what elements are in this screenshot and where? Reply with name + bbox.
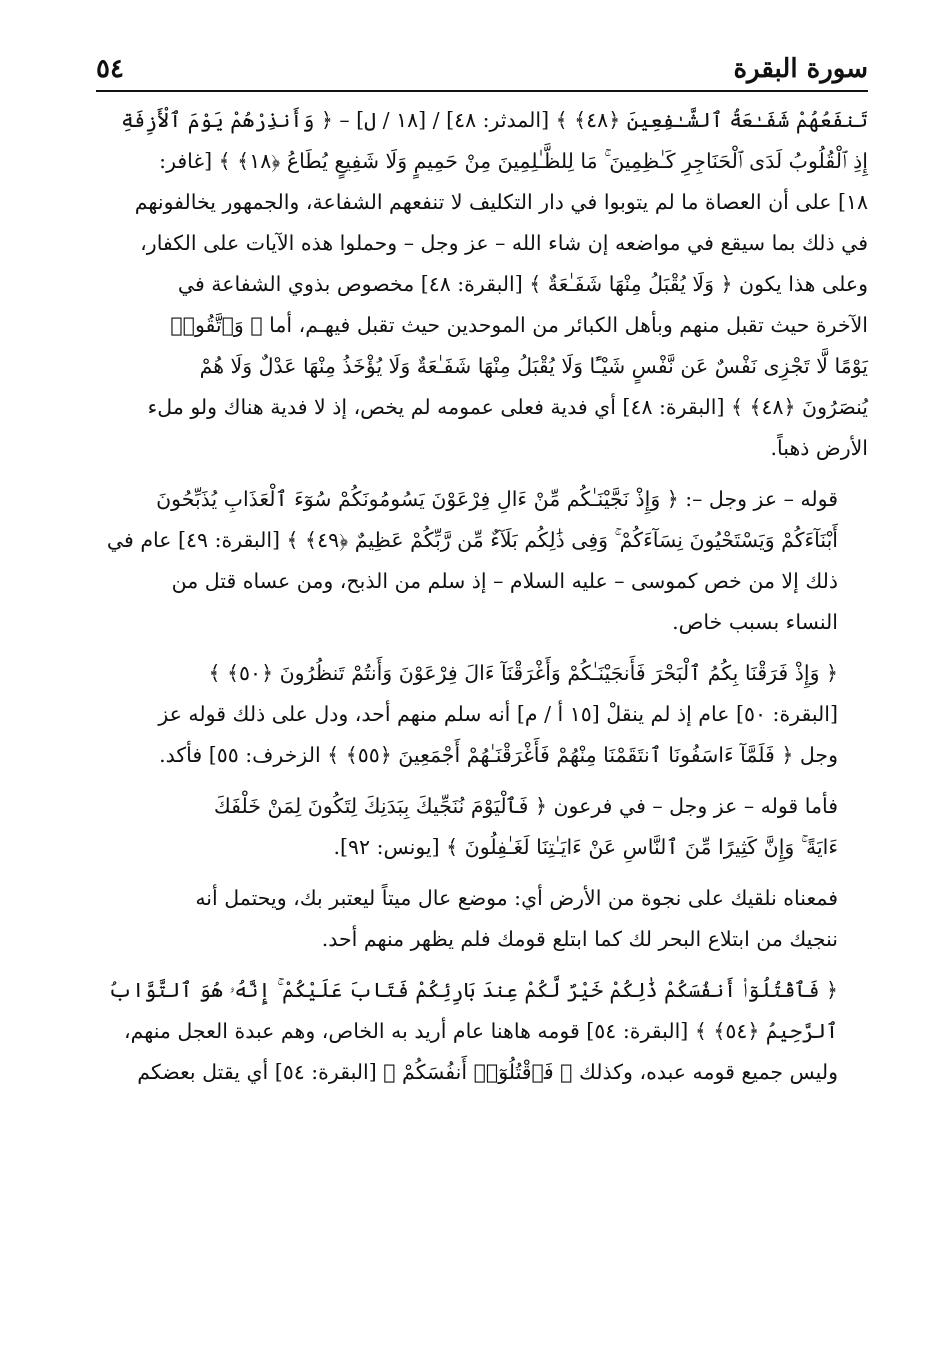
text-line: ١٨] على أن العصاة ما لم يتوبوا في دار التكليف لا تنفعهم الشفاعة، والجمهور يخالفونهم [134,190,868,214]
text-line: النساء بسبب خاص. [672,610,838,634]
text-line: ﴿ فَٱقْتُلُوٓا۟ أَنفُسَكُمْ ذَٰلِكُمْ خَيْرٌ لَّكُمْ عِندَ بَارِئِكُمْ فَتَابَ عَلَيْكُمْ ۚ إِنَّهُۥ هُوَ ٱلتَّوَّابُ [108,978,838,1002]
page-header [96,36,868,92]
page-body [96,100,868,1093]
text-line: إِذِ ٱلْقُلُوبُ لَدَى ٱلْحَنَاجِرِ كَـٰظِمِينَ ۚ مَا لِلظَّـٰلِمِينَ مِنْ حَمِيمٍ وَلَا شَفِيعٍ يُطَاعُ ﴿١٨﴾ ﴾ [غافر: [159,149,868,173]
text-line: تَنفَعُهُمْ شَفَـٰعَةُ ٱلشَّـٰفِعِينَ ﴿٤٨﴾ ﴾ [المدثر: ٤٨] / [١٨ / ل] – ﴿ وَأَنذِرْهُمْ يَوْمَ ٱلْأَزِفَةِ [121,108,868,132]
text-line: في ذلك بما سيقع في مواضعه إن شاء الله – عز وجل – وحملوا هذه الآيات على الكفار، [140,231,868,255]
text-line: وعلى هذا يكون ﴿ وَلَا يُقْبَلُ مِنْهَا شَفَـٰعَةٌ ﴾ [البقرة: ٤٨] مخصوص بذوي الشفاعة في [177,272,868,296]
text-line: ننجيك من ابتلاع البحر لك كما ابتلع قومك فلم يظهر منهم أحد. [321,927,838,951]
text-line: الأرض ذهباً. [770,436,868,460]
text-line: فمعناه نلقيك على نجوة من الأرض أي: موضع عال ميتاً ليعتبر بك، ويحتمل أنه [195,886,838,910]
text-line: ذلك إلا من خص كموسى – عليه السلام – إذ سلم من الذبح، ومن عساه قتل من [171,569,838,593]
paragraph-6 [96,970,868,1093]
text-line: أَبْنَآءَكُمْ وَيَسْتَحْيُونَ نِسَآءَكُمْ ۚ وَفِى ذَٰلِكُم بَلَآءٌ مِّن رَّبِّكُمْ عَظِيمٌ ﴿٤٩﴾ ﴾ [البقرة: ٤٩] عام في [106,528,838,552]
paragraph-5 [96,878,868,960]
text-line: فأما قوله – عز وجل – في فرعون ﴿ فَٱلْيَوْمَ نُنَجِّيكَ بِبَدَنِكَ لِتَكُونَ لِمَنْ خَلْفَكَ [213,794,838,818]
text-line: الآخرة حيث تقبل منهم وبأهل الكبائر من الموحدين حيث تقبل فيهـم، أما ﴿ وَٱتَّقُوا۟ [170,313,868,337]
text-line: يُنصَرُونَ ﴿٤٨﴾ ﴾ [البقرة: ٤٨] أي فدية فعلى عمومه لم يخص، إذ لا فدية هناك ولو ملء [147,395,868,419]
text-line: وليس جميع قومه عبده، وكذلك ﴿ فَٱقْتُلُوٓا۟ أَنفُسَكُمْ ﴾ [البقرة: ٥٤] أي يقتل بعضكم [137,1060,838,1084]
text-line: قوله – عز وجل –: ﴿ وَإِذْ نَجَّيْنَـٰكُم مِّنْ ءَالِ فِرْعَوْنَ يَسُومُونَكُمْ سُوٓءَ ٱلْعَذَابِ يُذَبِّحُونَ [156,487,838,511]
text-line: ءَايَةً ۚ وَإِنَّ كَثِيرًا مِّنَ ٱلنَّاسِ عَنْ ءَايَـٰتِنَا لَغَـٰفِلُونَ ﴾ [يونس: ٩٢]. [333,835,838,859]
paragraph-3 [96,653,868,776]
paragraph-4 [96,786,868,868]
surah-title: سورة البقرة [733,54,868,84]
paragraph-1 [96,100,868,469]
text-line: يَوْمًا لَّا تَجْزِى نَفْسٌ عَن نَّفْسٍ شَيْـًٔا وَلَا يُقْبَلُ مِنْهَا شَفَـٰعَةٌ وَلَا يُؤْخَذُ مِنْهَا عَدْلٌ وَلَا هُمْ [199,354,868,378]
text-line: ﴿ وَإِذْ فَرَقْنَا بِكُمُ ٱلْبَحْرَ فَأَنجَيْنَـٰكُمْ وَأَغْرَقْنَآ ءَالَ فِرْعَوْنَ وَأَنتُمْ تَنظُرُونَ ﴿٥٠﴾ ﴾ [208,661,838,685]
text-line: [البقرة: ٥٠] عام إذ لم ينقلْ [١٥ أ / م] أنه سلم منهم أحد، ودل على ذلك قوله عز [158,702,838,726]
paragraph-2 [96,479,868,643]
page-number: ٥٤ [96,54,124,84]
text-line: ٱلرَّحِيمُ ﴿٥٤﴾ ﴾ [البقرة: ٥٤] قومه هاهنا عام أريد به الخاص، وهم عبدة العجل منهم، [123,1019,838,1043]
text-line: وجل ﴿ فَلَمَّآ ءَاسَفُونَا ٱنتَقَمْنَا مِنْهُمْ فَأَغْرَقْنَـٰهُمْ أَجْمَعِينَ ﴿٥٥﴾ ﴾ الزخرف: ٥٥] فأكد. [159,743,838,767]
